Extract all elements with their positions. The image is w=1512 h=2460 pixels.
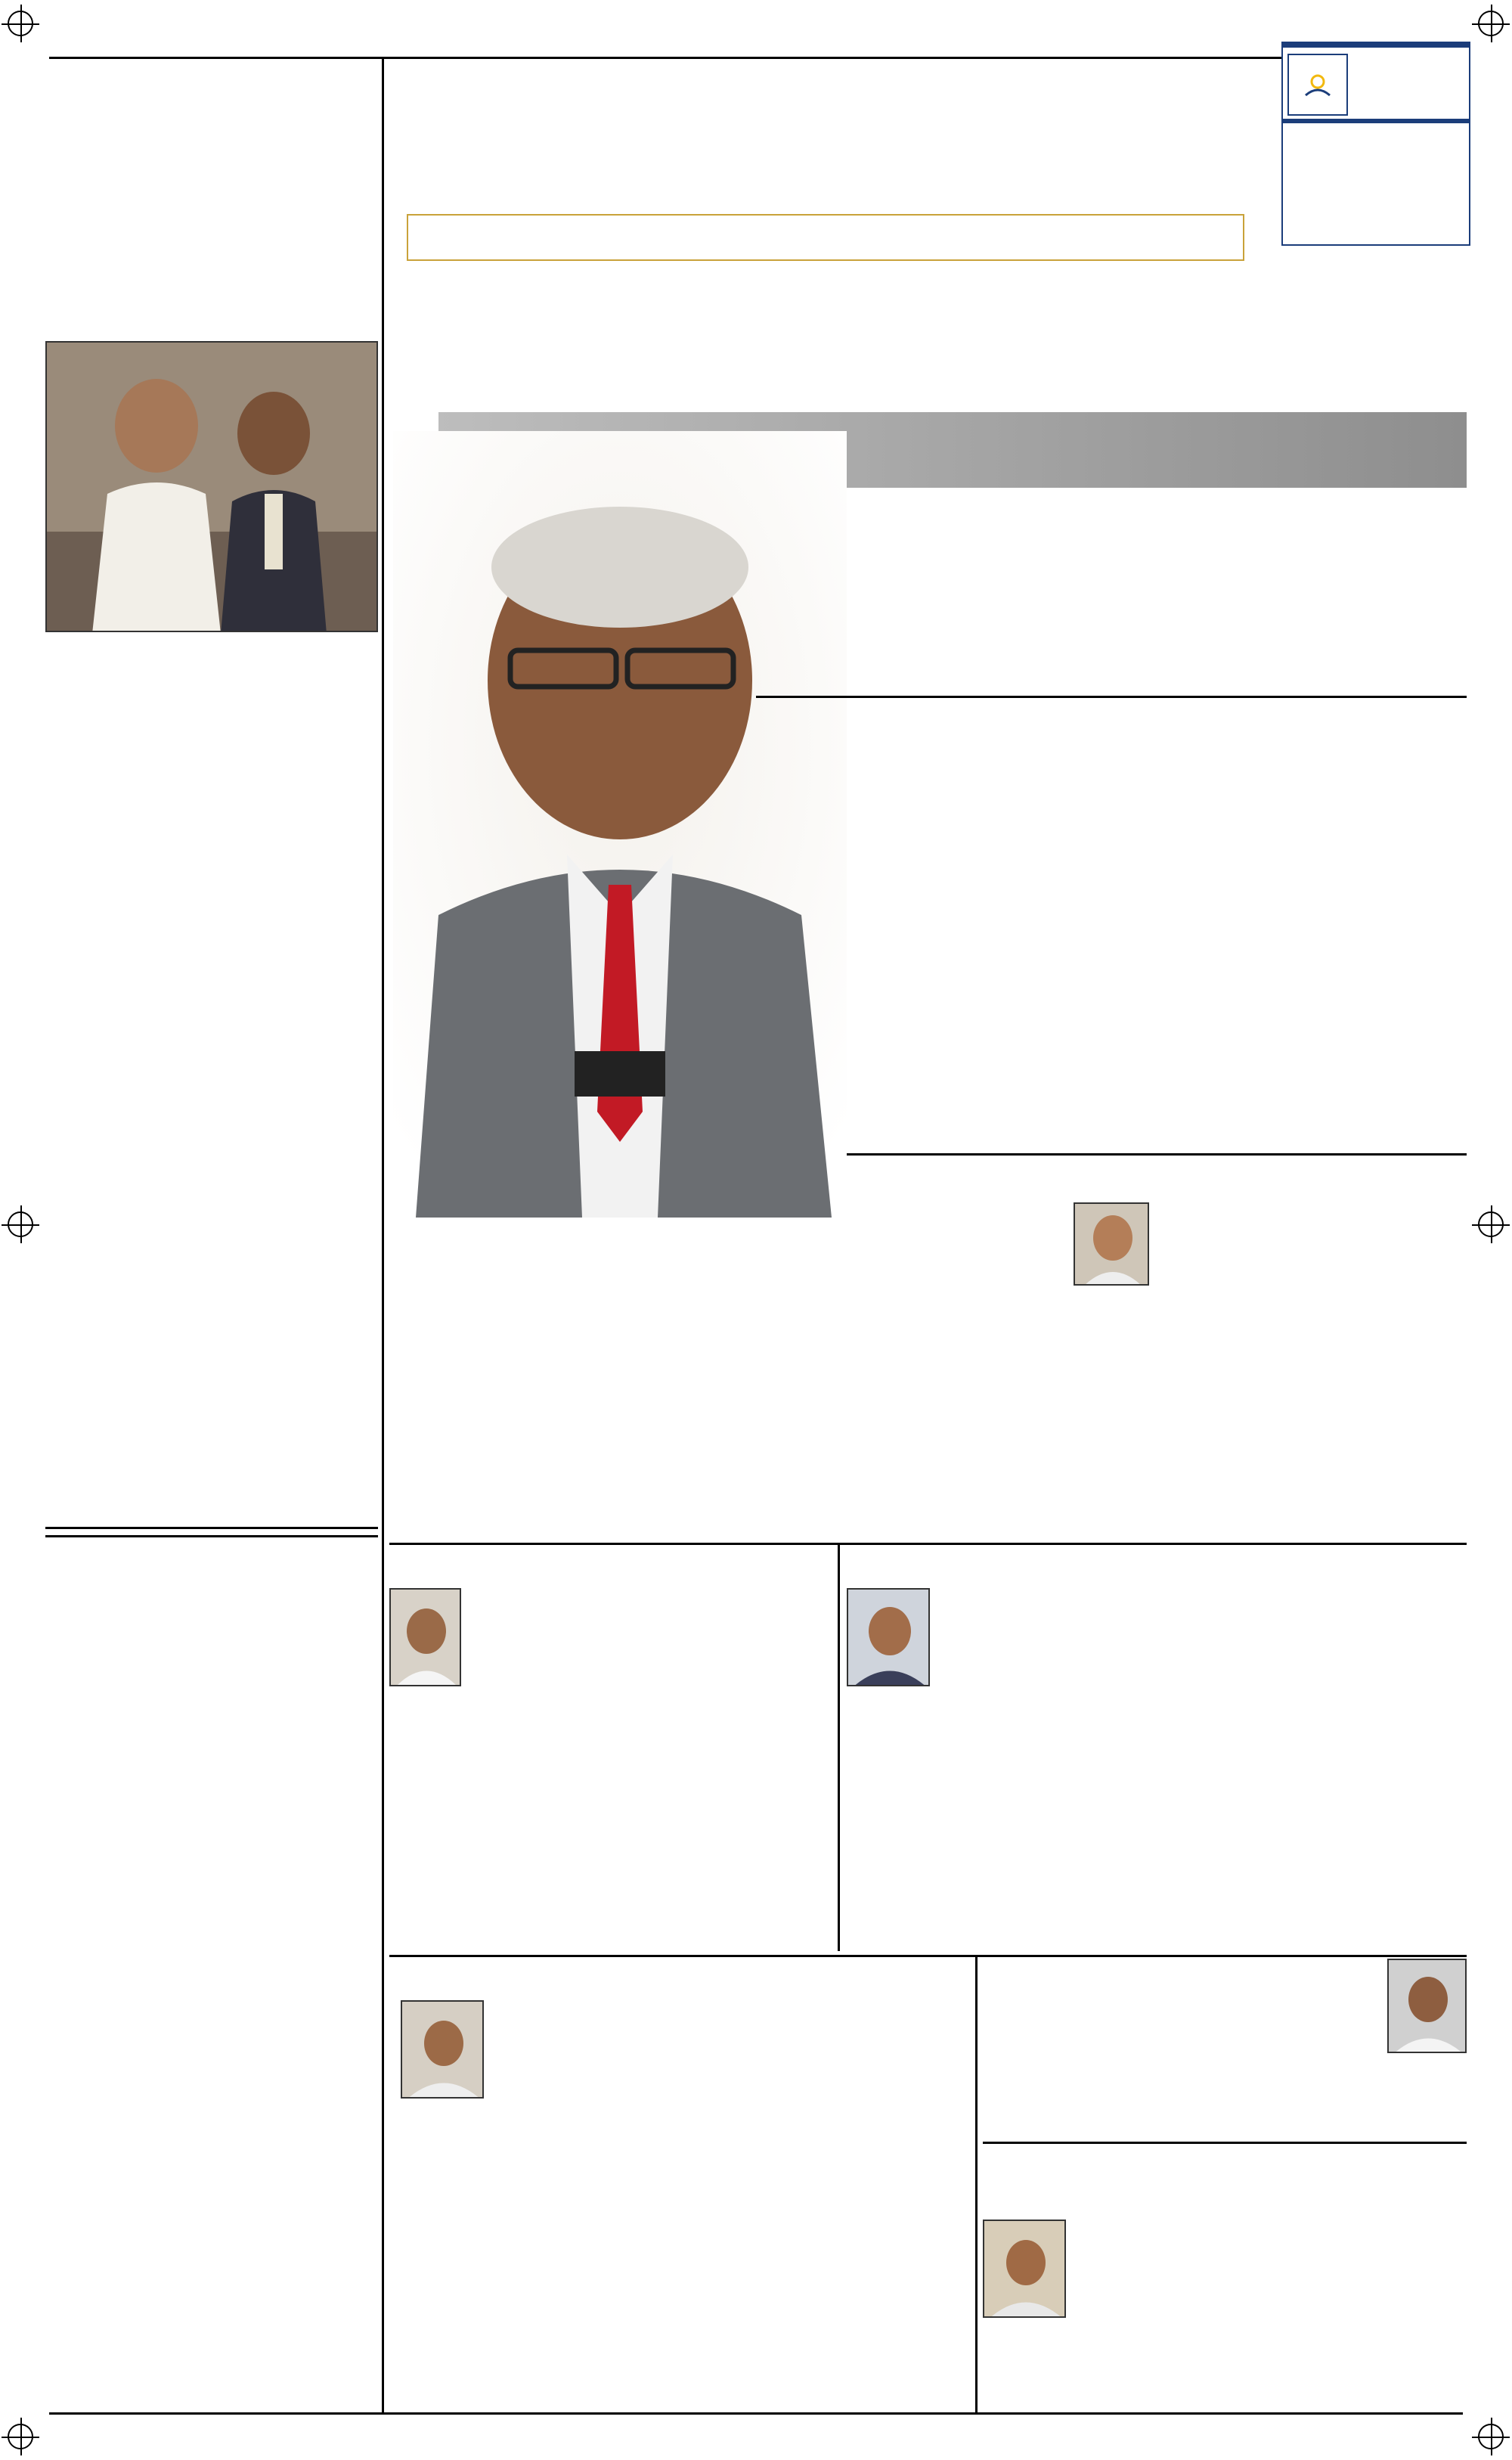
registration-mark-bottom-right (1478, 2424, 1504, 2449)
masthead-title (414, 91, 1238, 212)
left-column-rule (382, 57, 384, 2412)
deshmukh-photo-art (391, 1590, 461, 1686)
left-photo (45, 341, 378, 632)
kale-body (937, 1588, 1467, 1925)
kale-photo-art (848, 1590, 930, 1686)
pawar-top-rule (983, 2142, 1467, 2144)
left-body (45, 646, 378, 1521)
registration-mark-mid-right (1478, 1211, 1504, 1237)
row1-top-rule (389, 1543, 1467, 1545)
bhosale-photo-art (402, 2002, 484, 2099)
main-col-2 (1089, 703, 1467, 1142)
main-lead (756, 514, 1467, 690)
patil-photo (1387, 1959, 1467, 2053)
left-intro (45, 67, 378, 337)
main-headline (386, 280, 1497, 401)
fadnavis-top-rule (847, 1153, 1467, 1156)
lic-ad[interactable] (1281, 42, 1470, 246)
registration-mark-mid-left (8, 1211, 33, 1237)
deshmukh-body (469, 1588, 832, 1925)
left-column (45, 60, 378, 2460)
pawar-body (1074, 2216, 1467, 2390)
kale-photo (847, 1588, 930, 1686)
left-photo-art (47, 343, 378, 632)
bhosale-photo (401, 2000, 484, 2099)
pawar-photo (983, 2220, 1066, 2318)
ad-address (1283, 119, 1469, 123)
left-author-rule-2 (45, 1535, 378, 1537)
registration-mark-top-left (8, 11, 33, 36)
lic-hands-icon (1303, 73, 1333, 97)
row2-divider (975, 1955, 978, 2412)
top-rule (49, 57, 1463, 59)
patil-photo-art (1389, 1960, 1467, 2053)
masthead-dateline (407, 214, 1244, 261)
fadnavis-photo (1074, 1202, 1149, 1286)
fadnavis-col-2 (1160, 1202, 1467, 1520)
main-lead-rule (756, 696, 1467, 698)
patil-body (983, 2000, 1380, 2114)
registration-mark-bottom-left (8, 2424, 33, 2449)
left-body-2 (45, 1545, 378, 2460)
deshmukh-photo (389, 1588, 461, 1686)
main-col-1 (703, 703, 1074, 1142)
row2-top-rule (389, 1955, 1467, 1957)
row1-divider (838, 1543, 840, 1951)
pawar-photo-art (984, 2221, 1066, 2318)
left-author-rule (45, 1527, 378, 1529)
registration-mark-top-right (1478, 11, 1504, 36)
lic-logo (1287, 54, 1348, 116)
bhosale-body (491, 2000, 968, 2393)
fadnavis-photo-art (1075, 1204, 1149, 1286)
